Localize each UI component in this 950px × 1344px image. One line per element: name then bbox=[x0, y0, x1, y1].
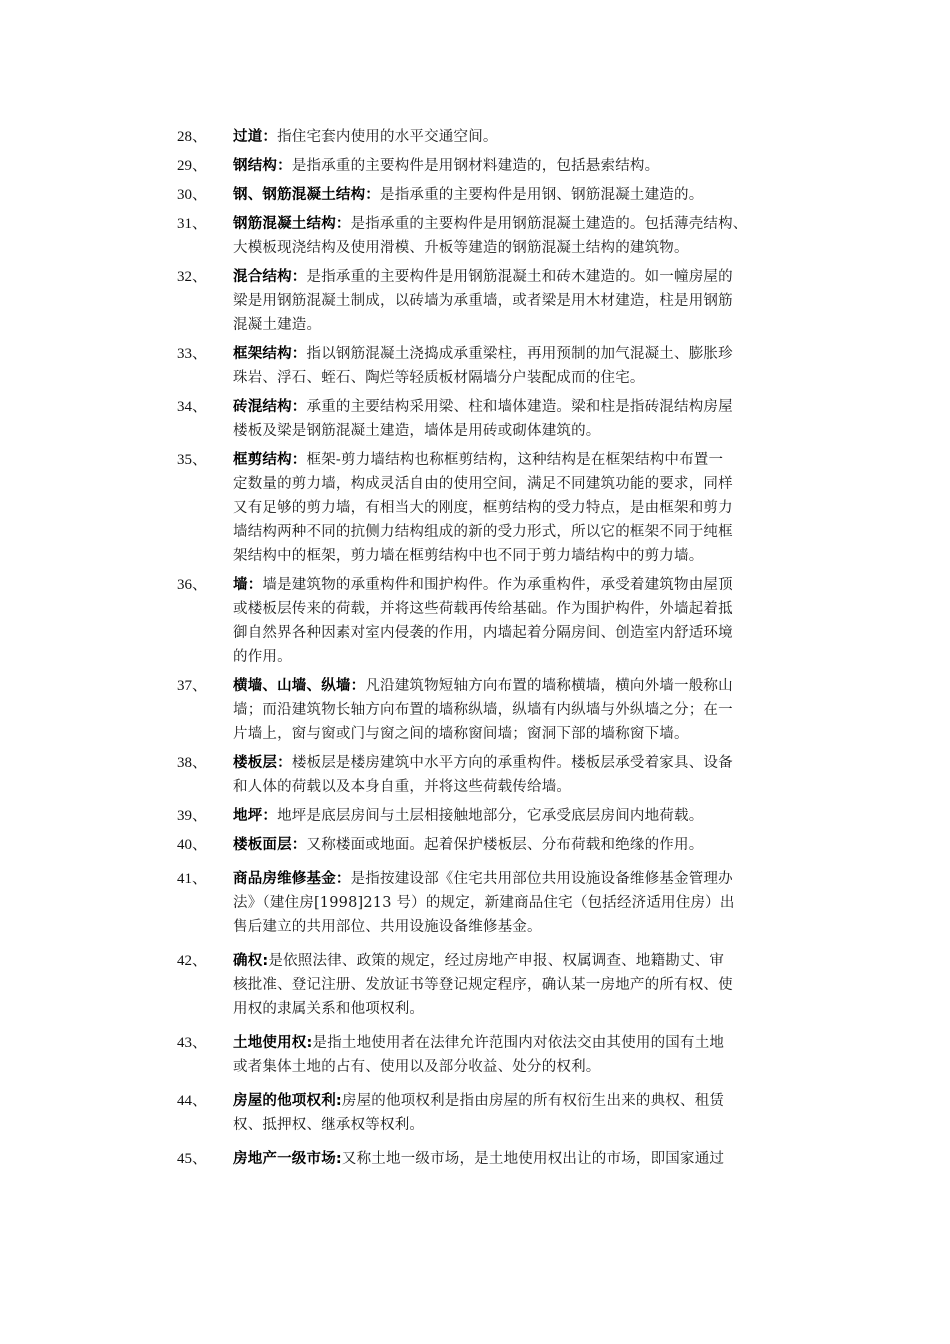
item-term: 土地使用权: bbox=[233, 1035, 313, 1051]
item-line: 架结构中的框架，剪力墙在框剪结构中也不同于剪力墙结构中的剪力墙。 bbox=[233, 548, 704, 564]
item-term: 过道： bbox=[233, 129, 278, 145]
list-item-36 bbox=[0, 573, 950, 669]
item-line: 大模板现浇结构及使用滑模、升板等建造的钢筋混凝土结构的建筑物。 bbox=[233, 240, 689, 256]
item-body bbox=[233, 342, 813, 390]
item-number: 33、 bbox=[177, 346, 208, 362]
item-line bbox=[233, 265, 813, 289]
item-text: 指住宅套内使用的水平交通空间。 bbox=[277, 129, 498, 145]
item-line: 和人体的荷载以及本身自重，并将这些荷载传给墙。 bbox=[233, 779, 572, 795]
item-line: 核批准、登记注册、发放证书等登记规定程序，确认某一房地产的所有权、使 bbox=[233, 977, 733, 993]
item-body bbox=[233, 265, 813, 337]
item-line bbox=[233, 804, 813, 828]
list-item-29 bbox=[0, 154, 950, 178]
item-line bbox=[233, 448, 813, 472]
item-number: 38、 bbox=[177, 755, 208, 771]
item-line: 御自然界各种因素对室内侵袭的作用，内墙起着分隔房间、创造室内舒适环境 bbox=[233, 625, 733, 641]
item-number: 36、 bbox=[177, 577, 208, 593]
item-text: 是指承重的主要构件是用钢筋混凝土建造的。包括薄壳结构、 bbox=[350, 216, 748, 232]
list-item-38 bbox=[0, 751, 950, 799]
item-body bbox=[233, 183, 813, 207]
item-term: 横墙、山墙、纵墙： bbox=[233, 678, 366, 694]
item-line bbox=[233, 1031, 813, 1055]
item-term: 钢、钢筋混凝土结构： bbox=[233, 187, 380, 203]
item-term: 砖混结构： bbox=[233, 399, 307, 415]
item-term: 墙： bbox=[233, 577, 263, 593]
list-item-41 bbox=[0, 867, 950, 939]
item-term: 混合结构： bbox=[233, 269, 307, 285]
item-line: 墙结构两种不同的抗侧力结构组成的新的受力形式，所以它的框架不同于纯框 bbox=[233, 524, 733, 540]
item-line bbox=[233, 395, 813, 419]
item-body bbox=[233, 448, 813, 568]
list-item-40 bbox=[0, 833, 950, 857]
item-body bbox=[233, 949, 813, 1021]
list-item-31 bbox=[0, 212, 950, 260]
item-number: 30、 bbox=[177, 187, 208, 203]
item-number: 29、 bbox=[177, 158, 208, 174]
item-number: 31、 bbox=[177, 216, 208, 232]
list-item-32 bbox=[0, 265, 950, 337]
list-item-35 bbox=[0, 448, 950, 568]
item-text: 是指按建设部《住宅共用部位共用设施设备维修基金管理办 bbox=[350, 871, 733, 887]
item-text: 凡沿建筑物短轴方向布置的墙称横墙，横向外墙一般称山 bbox=[365, 678, 733, 694]
item-text: 是指承重的主要构件是用钢筋混凝土和砖木建造的。如一幢房屋的 bbox=[306, 269, 733, 285]
list-item-37 bbox=[0, 674, 950, 746]
item-line: 或者集体土地的占有、使用以及部分收益、处分的权利。 bbox=[233, 1059, 601, 1075]
item-number: 43、 bbox=[177, 1035, 208, 1051]
item-body bbox=[233, 125, 813, 149]
item-line bbox=[233, 1089, 813, 1113]
item-number: 39、 bbox=[177, 808, 208, 824]
item-body bbox=[233, 573, 813, 669]
item-line: 定数量的剪力墙，构成灵活自由的使用空间，满足不同建筑功能的要求，同样 bbox=[233, 476, 733, 492]
item-line bbox=[233, 342, 813, 366]
item-term: 框剪结构： bbox=[233, 452, 307, 468]
item-line: 楼板及梁是钢筋混凝土建造，墙体是用砖或砌体建筑的。 bbox=[233, 423, 601, 439]
item-term: 地坪： bbox=[233, 808, 278, 824]
item-text: 框架-剪力墙结构也称框剪结构，这种结构是在框架结构中布置一 bbox=[306, 452, 724, 468]
item-term: 钢筋混凝土结构： bbox=[233, 216, 351, 232]
item-number: 37、 bbox=[177, 678, 208, 694]
item-line: 又有足够的剪力墙，有相当大的刚度，框剪结构的受力特点，是由框架和剪力 bbox=[233, 500, 733, 516]
list-item-45 bbox=[0, 1147, 950, 1171]
item-text: 地坪是底层房间与土层相接触地部分，它承受底层房间内地荷载。 bbox=[277, 808, 704, 824]
list-item-34 bbox=[0, 395, 950, 443]
item-line: 权、抵押权、继承权等权利。 bbox=[233, 1117, 425, 1133]
glossary-list bbox=[0, 125, 950, 1176]
item-line: 混凝土建造。 bbox=[233, 317, 322, 333]
item-number: 42、 bbox=[177, 953, 208, 969]
item-line bbox=[233, 125, 813, 149]
item-line bbox=[233, 674, 813, 698]
item-line: 片墙上，窗与窗或门与窗之间的墙称窗间墙；窗洞下部的墙称窗下墙。 bbox=[233, 726, 689, 742]
list-item-30 bbox=[0, 183, 950, 207]
item-body bbox=[233, 804, 813, 828]
item-number: 41、 bbox=[177, 871, 208, 887]
item-term: 房地产一级市场: bbox=[233, 1151, 342, 1167]
item-body bbox=[233, 1147, 813, 1171]
item-line: 梁是用钢筋混凝土制成，以砖墙为承重墙，或者梁是用木材建造，柱是用钢筋 bbox=[233, 293, 733, 309]
item-line: 墙；而沿建筑物长轴方向布置的墙称纵墙，纵墙有内纵墙与外纵墙之分；在一 bbox=[233, 702, 733, 718]
item-body bbox=[233, 395, 813, 443]
item-line bbox=[233, 183, 813, 207]
item-line bbox=[233, 154, 813, 178]
item-text: 是依照法律、政策的规定，经过房地产申报、权属调查、地籍勘丈、审 bbox=[268, 953, 725, 969]
item-text: 指以钢筋混凝土浇捣成承重梁柱，再用预制的加气混凝土、膨胀珍 bbox=[306, 346, 733, 362]
item-line: 珠岩、浮石、蛭石、陶烂等轻质板材隔墙分户装配成而的住宅。 bbox=[233, 370, 645, 386]
item-number: 40、 bbox=[177, 837, 208, 853]
list-item-33 bbox=[0, 342, 950, 390]
item-term: 确权: bbox=[233, 953, 269, 969]
item-body bbox=[233, 751, 813, 799]
item-term: 房屋的他项权利: bbox=[233, 1093, 342, 1109]
item-number: 28、 bbox=[177, 129, 208, 145]
item-body bbox=[233, 833, 813, 857]
item-text: 又称楼面或地面。起着保护楼板层、分布荷载和绝缘的作用。 bbox=[306, 837, 704, 853]
item-body bbox=[233, 674, 813, 746]
item-line bbox=[233, 573, 813, 597]
item-term: 商品房维修基金： bbox=[233, 871, 351, 887]
item-text: 是指承重的主要构件是用钢、钢筋混凝土建造的。 bbox=[380, 187, 704, 203]
item-line bbox=[233, 751, 813, 775]
item-line: 或楼板层传来的荷载，并将这些荷载再传给基础。作为围护构件，外墙起着抵 bbox=[233, 601, 733, 617]
list-item-44 bbox=[0, 1089, 950, 1137]
item-term: 框架结构： bbox=[233, 346, 307, 362]
item-text: 楼板层是楼房建筑中水平方向的承重构件。楼板层承受着家具、设备 bbox=[291, 755, 733, 771]
item-number: 44、 bbox=[177, 1093, 208, 1109]
item-body bbox=[233, 867, 813, 939]
item-term: 楼板面层： bbox=[233, 837, 307, 853]
list-item-43 bbox=[0, 1031, 950, 1079]
item-text: 墙是建筑物的承重构件和围护构件。作为承重构件，承受着建筑物由屋顶 bbox=[262, 577, 733, 593]
item-number: 35、 bbox=[177, 452, 208, 468]
item-text: 房屋的他项权利是指由房屋的所有权衍生出来的典权、租赁 bbox=[341, 1093, 725, 1109]
item-text: 又称土地一级市场，是土地使用权出让的市场，即国家通过 bbox=[341, 1151, 725, 1167]
item-body bbox=[233, 212, 813, 260]
item-line bbox=[233, 867, 813, 891]
item-text: 是指承重的主要构件是用钢材料建造的，包括悬索结构。 bbox=[291, 158, 660, 174]
list-item-39 bbox=[0, 804, 950, 828]
item-text: 承重的主要结构采用梁、柱和墙体建造。梁和柱是指砖混结构房屋 bbox=[306, 399, 733, 415]
item-line: 售后建立的共用部位、共用设施设备维修基金。 bbox=[233, 919, 542, 935]
item-number: 45、 bbox=[177, 1151, 208, 1167]
item-line: 的作用。 bbox=[233, 649, 292, 665]
item-term: 钢结构： bbox=[233, 158, 292, 174]
item-line bbox=[233, 833, 813, 857]
list-item-28 bbox=[0, 125, 950, 149]
item-text: 是指土地使用者在法律允许范围内对依法交由其使用的国有土地 bbox=[312, 1035, 725, 1051]
list-item-42 bbox=[0, 949, 950, 1021]
item-term: 楼板层： bbox=[233, 755, 292, 771]
item-line bbox=[233, 212, 813, 236]
item-line bbox=[233, 1147, 813, 1171]
item-line: 法》（建住房[1998]213 号）的规定，新建商品住宅（包括经济适用住房）出 bbox=[233, 895, 735, 911]
item-line bbox=[233, 949, 813, 973]
item-body bbox=[233, 154, 813, 178]
item-number: 32、 bbox=[177, 269, 208, 285]
item-number: 34、 bbox=[177, 399, 208, 415]
item-body bbox=[233, 1089, 813, 1137]
item-line: 用权的隶属关系和他项权利。 bbox=[233, 1001, 425, 1017]
item-body bbox=[233, 1031, 813, 1079]
